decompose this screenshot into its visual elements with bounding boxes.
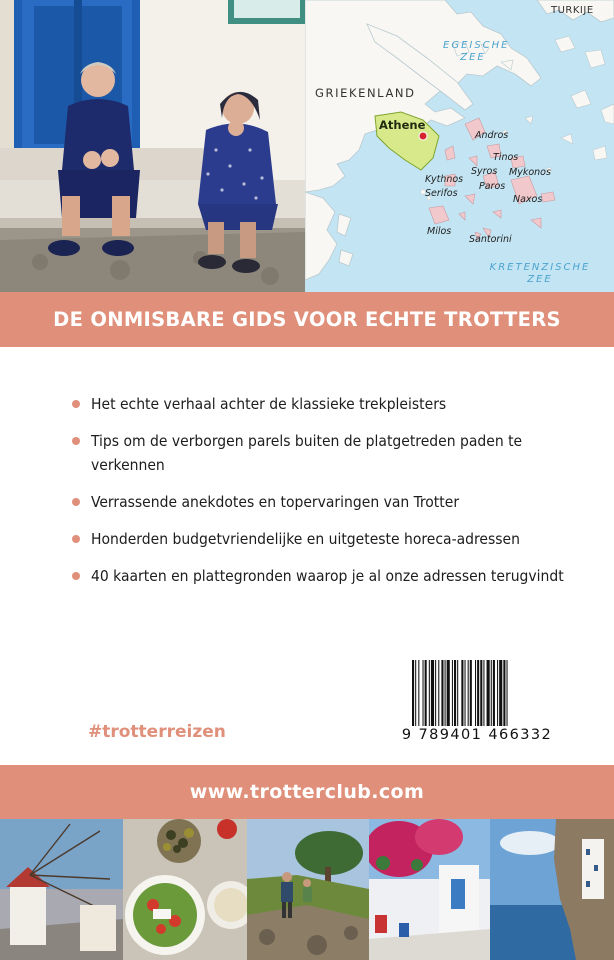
bullet-dot-icon <box>72 498 80 506</box>
map-label-cretan-sea <box>475 262 605 286</box>
barcode-bar <box>425 660 427 726</box>
map-label-syros: Syros <box>471 166 498 177</box>
feature-text: Honderden budgetvriendelijke en uitgeteste horeca-adressen <box>91 530 520 548</box>
feature-list <box>70 392 590 601</box>
photo-greek-women-illustration <box>0 0 305 292</box>
photo-cliff-monastery <box>490 819 614 960</box>
barcode-bar <box>435 660 436 726</box>
barcode-bar <box>497 660 498 726</box>
photo-windmill <box>0 819 123 960</box>
barcode-bar <box>503 660 505 726</box>
barcode-bar <box>423 660 424 726</box>
map-label-aegean-1: EGEISCHE <box>443 40 510 51</box>
map-label-paros: Paros <box>479 181 506 192</box>
barcode-bar <box>457 660 458 726</box>
map-label-cretan-2: ZEE <box>527 274 553 285</box>
bullet-dot-icon <box>72 535 80 543</box>
map-label-tinos: Tinos <box>493 152 519 163</box>
barcode <box>396 657 558 751</box>
barcode-bars <box>412 660 542 726</box>
barcode-bar <box>477 660 479 726</box>
bullet-dot-icon <box>72 400 80 408</box>
map-label-turkey: TURKIJE <box>551 5 594 16</box>
barcode-bar <box>465 660 466 726</box>
map-label-athens: Athene <box>379 118 426 132</box>
map-label-mykonos: Mykonos <box>509 167 551 178</box>
feature-item <box>70 527 590 551</box>
photo-greek-women <box>0 0 305 292</box>
feature-item <box>70 490 590 514</box>
barcode-bar <box>493 660 495 726</box>
map-label-cretan-1: KRETENZISCHE <box>489 262 591 273</box>
barcode-bar <box>468 660 469 726</box>
hashtag: #trotterreizen <box>88 722 226 742</box>
website-link[interactable]: www.trotterclub.com <box>189 781 425 803</box>
barcode-bar <box>483 660 484 726</box>
bullet-dot-icon <box>72 437 80 445</box>
map-cyclades <box>305 0 614 292</box>
map-label-aegean-2: ZEE <box>460 52 486 63</box>
barcode-bar <box>487 660 490 726</box>
feature-item <box>70 392 590 416</box>
tagline-text: DE ONMISBARE GIDS VOOR ECHTE TROTTERS <box>53 308 561 331</box>
barcode-bar <box>461 660 463 726</box>
website-banner <box>0 765 614 819</box>
barcode-bar <box>452 660 453 726</box>
barcode-bar <box>480 660 482 726</box>
barcode-bar <box>475 660 476 726</box>
map-label-serifos: Serifos <box>425 188 458 199</box>
map-label-kythnos: Kythnos <box>425 174 464 185</box>
barcode-bar <box>470 660 472 726</box>
barcode-bar <box>429 660 430 726</box>
isbn-number: 9 789401 466332 <box>401 727 553 743</box>
photo-flowered-alley <box>369 819 490 960</box>
barcode-bar <box>441 660 443 726</box>
barcode-bar <box>415 660 416 726</box>
feature-text: Tips om de verborgen parels buiten de platgetreden paden te verkennen <box>91 432 523 474</box>
barcode-bar <box>438 660 439 726</box>
photo-greek-food <box>123 819 247 960</box>
barcode-bar <box>418 660 419 726</box>
map-label-aegean-sea <box>443 40 510 64</box>
barcode-bar <box>454 660 456 726</box>
photo-strip <box>0 819 614 960</box>
map-label-naxos: Naxos <box>513 194 543 205</box>
barcode-bar <box>507 660 508 726</box>
feature-text: 40 kaarten en plattegronden waarop je al onze adressen terugvindt <box>91 567 564 585</box>
photo-hiking-trail <box>247 819 369 960</box>
feature-text: Het echte verhaal achter de klassieke trekpleisters <box>91 395 447 413</box>
bullet-dot-icon <box>72 572 80 580</box>
barcode-bar <box>445 660 446 726</box>
barcode-bar <box>491 660 492 726</box>
feature-item <box>70 429 590 477</box>
barcode-bar <box>499 660 502 726</box>
map-label-greece: GRIEKENLAND <box>315 86 416 100</box>
map-label-andros: Andros <box>475 130 509 141</box>
feature-text: Verrassende anekdotes en topervaringen van Trotter <box>91 493 460 511</box>
barcode-bar <box>447 660 450 726</box>
map-label-santorini: Santorini <box>469 234 512 245</box>
tagline-banner <box>0 292 614 347</box>
feature-item <box>70 564 590 588</box>
barcode-bar <box>431 660 434 726</box>
barcode-bar <box>412 660 414 726</box>
map-label-milos: Milos <box>427 226 452 237</box>
